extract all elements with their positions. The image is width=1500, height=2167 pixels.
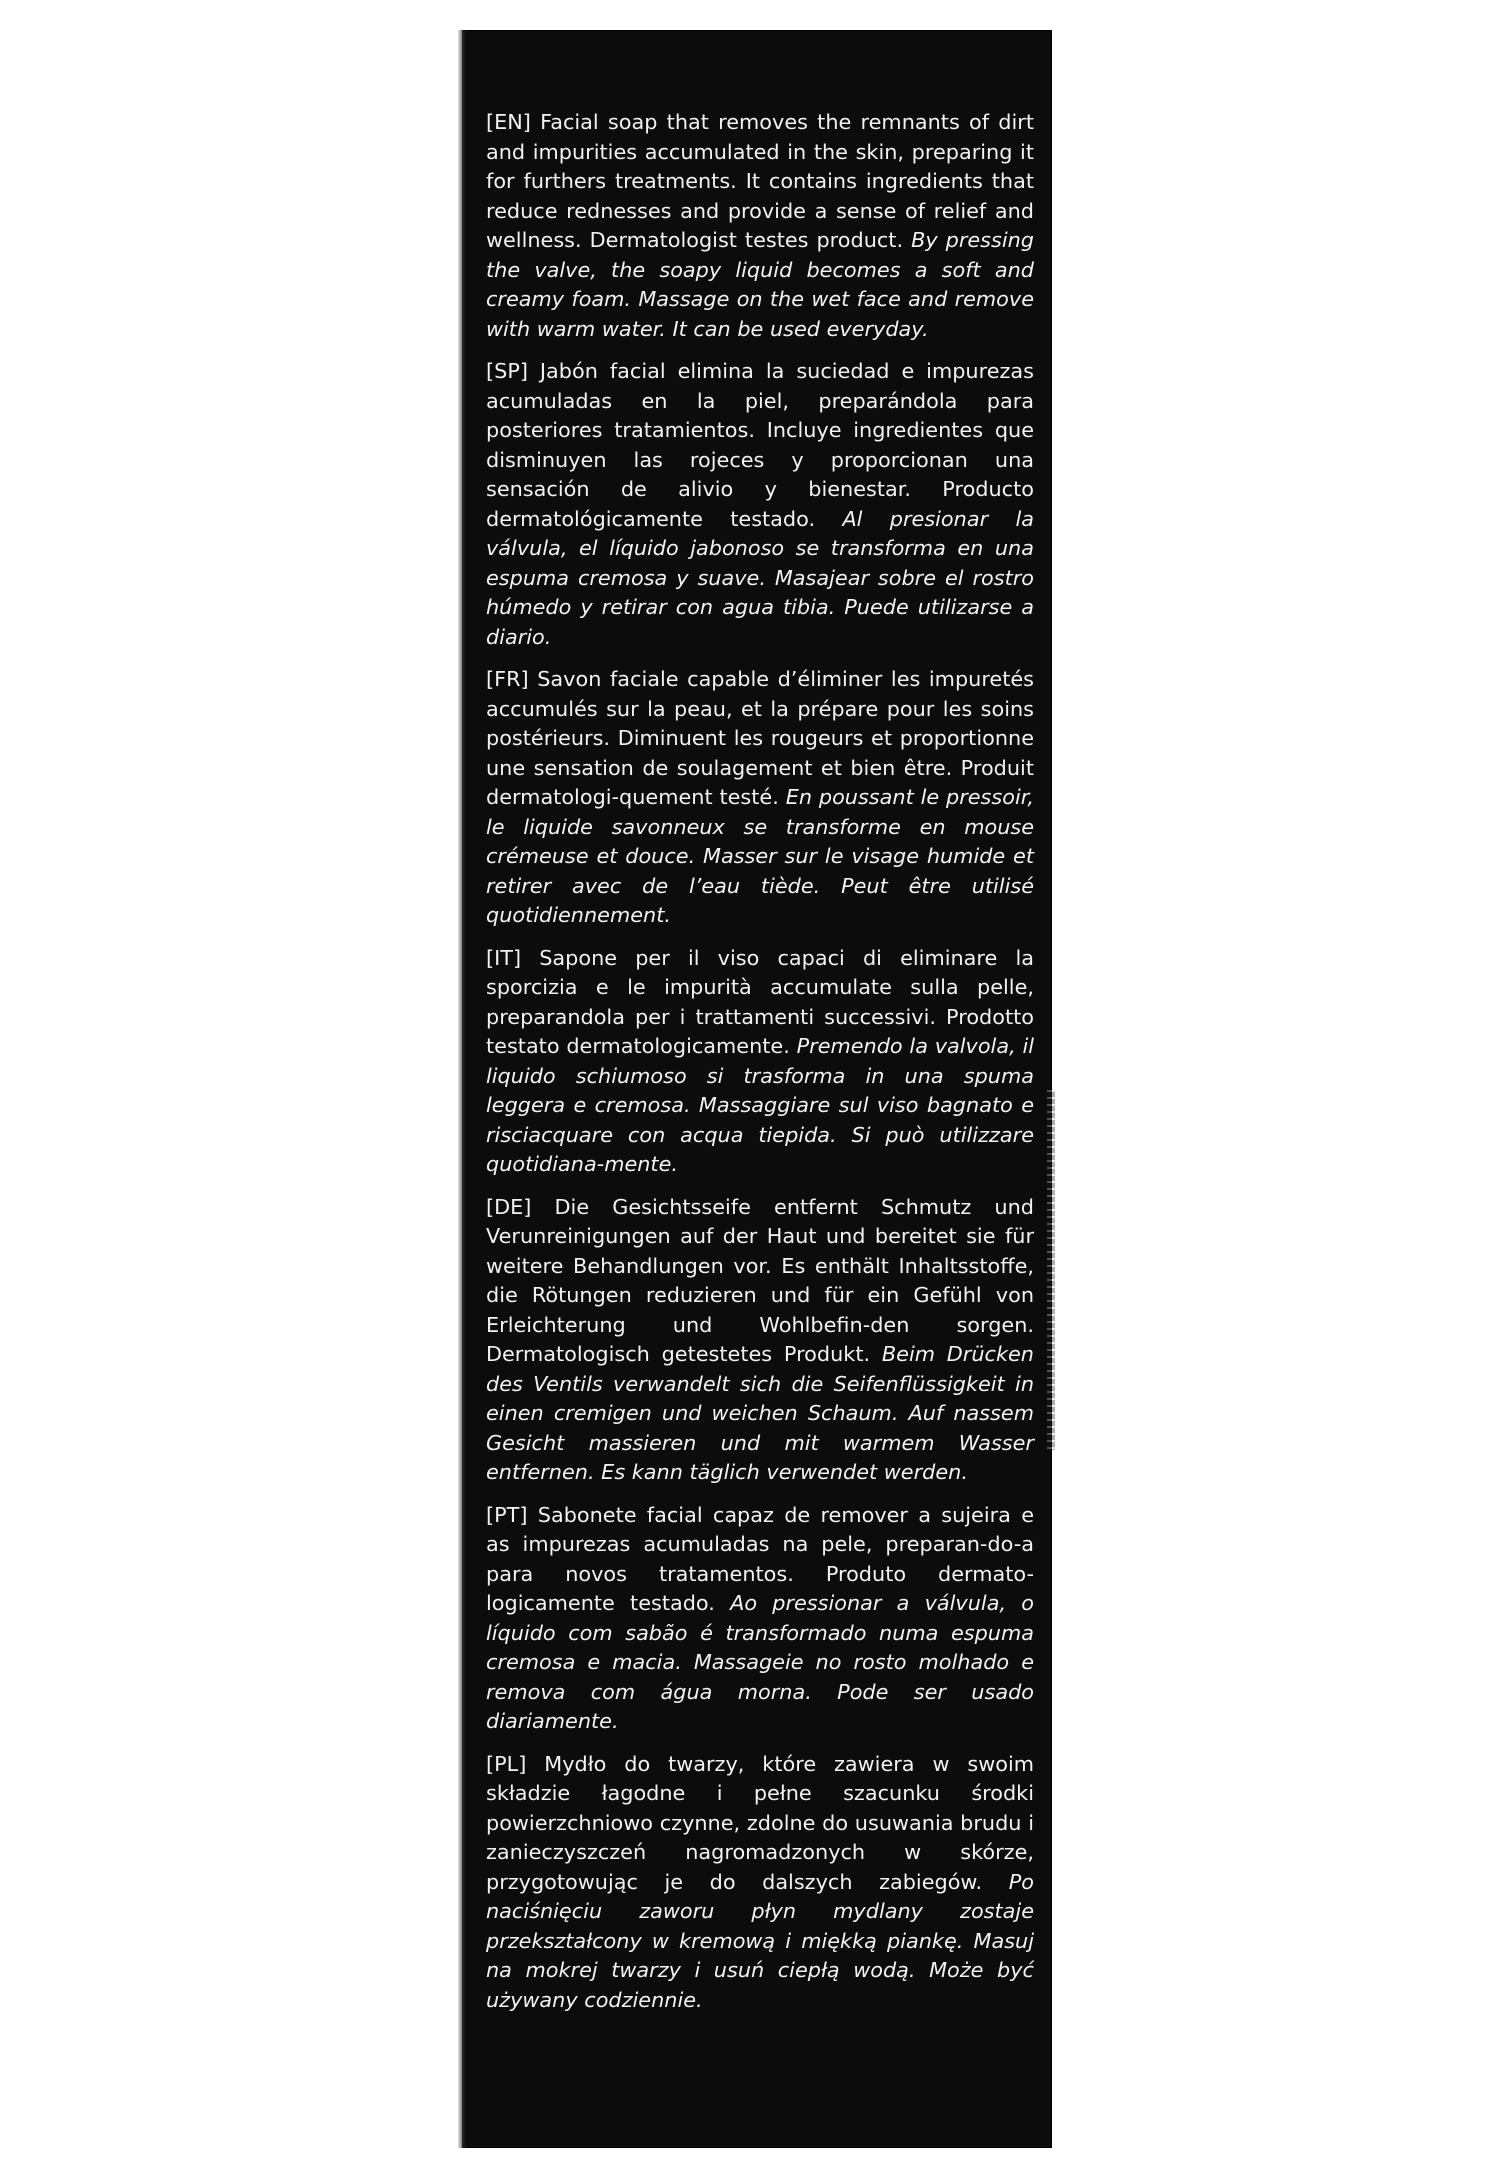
multilingual-instructions <box>486 108 1034 2028</box>
text-block-en <box>486 108 1034 344</box>
product-label-panel <box>462 30 1052 2148</box>
sp-description: [SP] Jabón facial elimina la suciedad e impurezas acumuladas en la piel, preparándola para posteriores tratamientos. Incluye ingredientes que disminuyen las rojeces y proporcionan una sensación de alivio y bienestar. Producto dermatológicamente testado. <box>486 359 1034 531</box>
fr-description: [FR] Savon faciale capable d’éliminer les impuretés accumulés sur la peau, et la prépare pour les soins postérieurs. Diminuent les rougeurs et proportionne une sensation de soulagement et bien être. Produit dermatologi-quement testé. <box>486 667 1034 809</box>
pl-usage-instructions: Po naciśnięciu zaworu płyn mydlany zostaje przekształcony w kremową i miękką piankę. Masuj na mokrej twarzy i usuń ciepłą wodą. Może być używany codziennie. <box>486 1869 1034 2012</box>
en-usage-instructions: By pressing the valve, the soapy liquid becomes a soft and creamy foam. Massage on the wet face and remove with warm water. It can be used everyday. <box>486 228 1034 341</box>
de-description: [DE] Die Gesichtsseife entfernt Schmutz und Verunreinigungen auf der Haut und bereitet sie für weitere Behandlungen vor. Es enthält Inhaltsstoffe, die Rötungen reduzieren und für ein Gefühl von Erleichterung und Wohlbefin-den sorgen. Dermatologisch getestetes Produkt. <box>486 1194 1034 1366</box>
pt-usage-instructions: Ao pressionar a válvula, o líquido com sabão é transformado numa espuma cremosa e macia. Massageie no rosto molhado e remova com água morna. Pode ser usado diariamente. <box>486 1591 1034 1733</box>
text-block-it <box>486 944 1034 1180</box>
pl-description: [PL] Mydło do twarzy, które zawiera w swoim składzie łagodne i pełne szacunku środki powierzchniowo czynne, zdolne do usuwania brudu i zanieczyszczeń nagromadzonych w skórze, przygotowując je do dalszych zabiegów. <box>486 1751 1034 1894</box>
en-description: [EN] Facial soap that removes the remnants of dirt and impurities accumulated in the skin, preparing it for furthers treatments. It contains ingredients that reduce rednesses and provide a sense of relief and wellness. Dermatologist testes product. <box>486 110 1034 252</box>
de-usage-instructions: Beim Drücken des Ventils verwandelt sich die Seifenflüssigkeit in einen cremigen und weichen Schaum. Auf nassem Gesicht massieren und mit warmem Wasser entfernen. Es kann täglich verwendet werden. <box>486 1342 1034 1484</box>
fr-usage-instructions: En poussant le pressoir, le liquide savonneux se transforme en mouse crémeuse et douce. Masser sur le visage humide et retirer avec de l’eau tiède. Peut être utilisé quotidiennement. <box>486 785 1034 927</box>
sp-usage-instructions: Al presionar la válvula, el líquido jabonoso se transforma en una espuma cremosa y suave. Masajear sobre el rostro húmedo y retirar con agua tibia. Puede utilizarse a diario. <box>486 506 1034 649</box>
text-block-fr <box>486 665 1034 931</box>
it-usage-instructions: Premendo la valvola, il liquido schiumoso si trasforma in una spuma leggera e cremosa. Massaggiare sul viso bagnato e risciacquare con acqua tiepida. Si può utilizzare quotidiana-mente. <box>486 1034 1035 1176</box>
text-block-sp <box>486 357 1034 652</box>
pt-description: [PT] Sabonete facial capaz de remover a sujeira e as impurezas acumuladas na pele, preparan-do-a para novos tratamentos. Produto dermato-logicamente testado. <box>486 1502 1034 1615</box>
it-description: [IT] Sapone per il viso capaci di eliminare la sporcizia e le impurità accumulate sulla pelle, preparandola per i trattamenti successivi. Prodotto testato dermatologicamente. <box>486 945 1034 1058</box>
text-block-de <box>486 1193 1034 1488</box>
text-block-pl <box>486 1750 1034 2016</box>
text-block-pt <box>486 1501 1034 1737</box>
